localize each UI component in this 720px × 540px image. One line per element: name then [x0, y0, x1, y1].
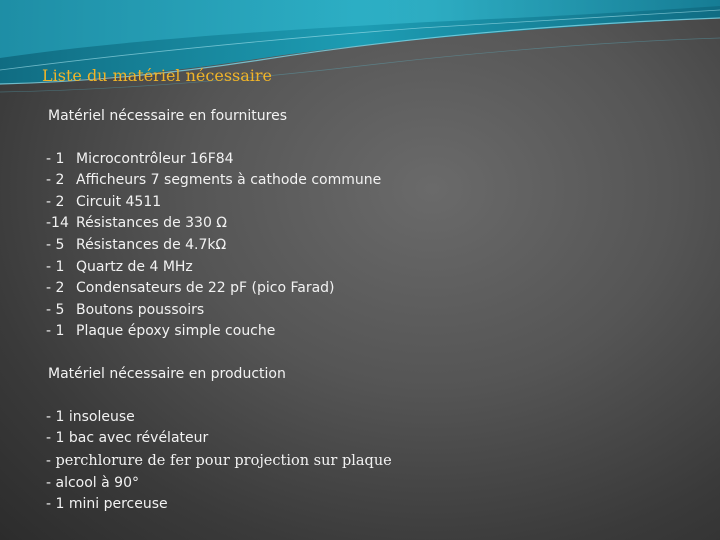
list-item: [46, 321, 686, 343]
item-label: Quartz de 4 MHz: [76, 258, 193, 275]
list-item: - 1 insoleuse: [46, 408, 135, 425]
list-item: - perchlorure de fer pour projection sur plaque: [46, 452, 392, 469]
item-label: Plaque époxy simple couche: [76, 323, 276, 340]
item-qty: - 2: [46, 172, 65, 189]
list-item: [46, 278, 686, 300]
decorative-banner: [0, 0, 720, 110]
item-label: Microcontrôleur 16F84: [76, 150, 234, 167]
content-body: [46, 106, 686, 516]
fournitures-heading: Matériel nécessaire en fournitures: [48, 108, 288, 124]
list-item: [46, 213, 686, 235]
list-item: - alcool à 90°: [46, 474, 139, 491]
list-item: - 1 mini perceuse: [46, 496, 168, 513]
item-label: Afficheurs 7 segments à cathode commune: [76, 172, 382, 189]
list-item: [46, 192, 686, 214]
item-qty: - 5: [46, 236, 65, 253]
item-qty: -14: [46, 215, 69, 232]
list-item: [46, 170, 686, 192]
item-label: Boutons poussoirs: [76, 301, 205, 318]
item-label: Condensateurs de 22 pF (pico Farad): [76, 280, 335, 297]
item-qty: - 1: [46, 258, 65, 275]
slide-title: Liste du matériel nécessaire: [42, 66, 273, 85]
list-item: [46, 149, 686, 171]
list-item: [46, 257, 686, 279]
item-qty: - 1: [46, 150, 65, 167]
item-label: Résistances de 330 Ω: [76, 215, 228, 232]
item-qty: - 2: [46, 193, 65, 210]
list-item: [46, 300, 686, 322]
item-qty: - 5: [46, 301, 65, 318]
item-label: Résistances de 4.7kΩ: [76, 236, 227, 253]
item-qty: - 2: [46, 280, 65, 297]
item-label: Circuit 4511: [76, 193, 162, 210]
list-item: [46, 235, 686, 257]
production-list: [46, 407, 686, 516]
item-qty: - 1: [46, 323, 65, 340]
list-item: - 1 bac avec révélateur: [46, 430, 209, 447]
production-heading: Matériel nécessaire en production: [48, 365, 286, 382]
fournitures-list: [46, 149, 686, 343]
